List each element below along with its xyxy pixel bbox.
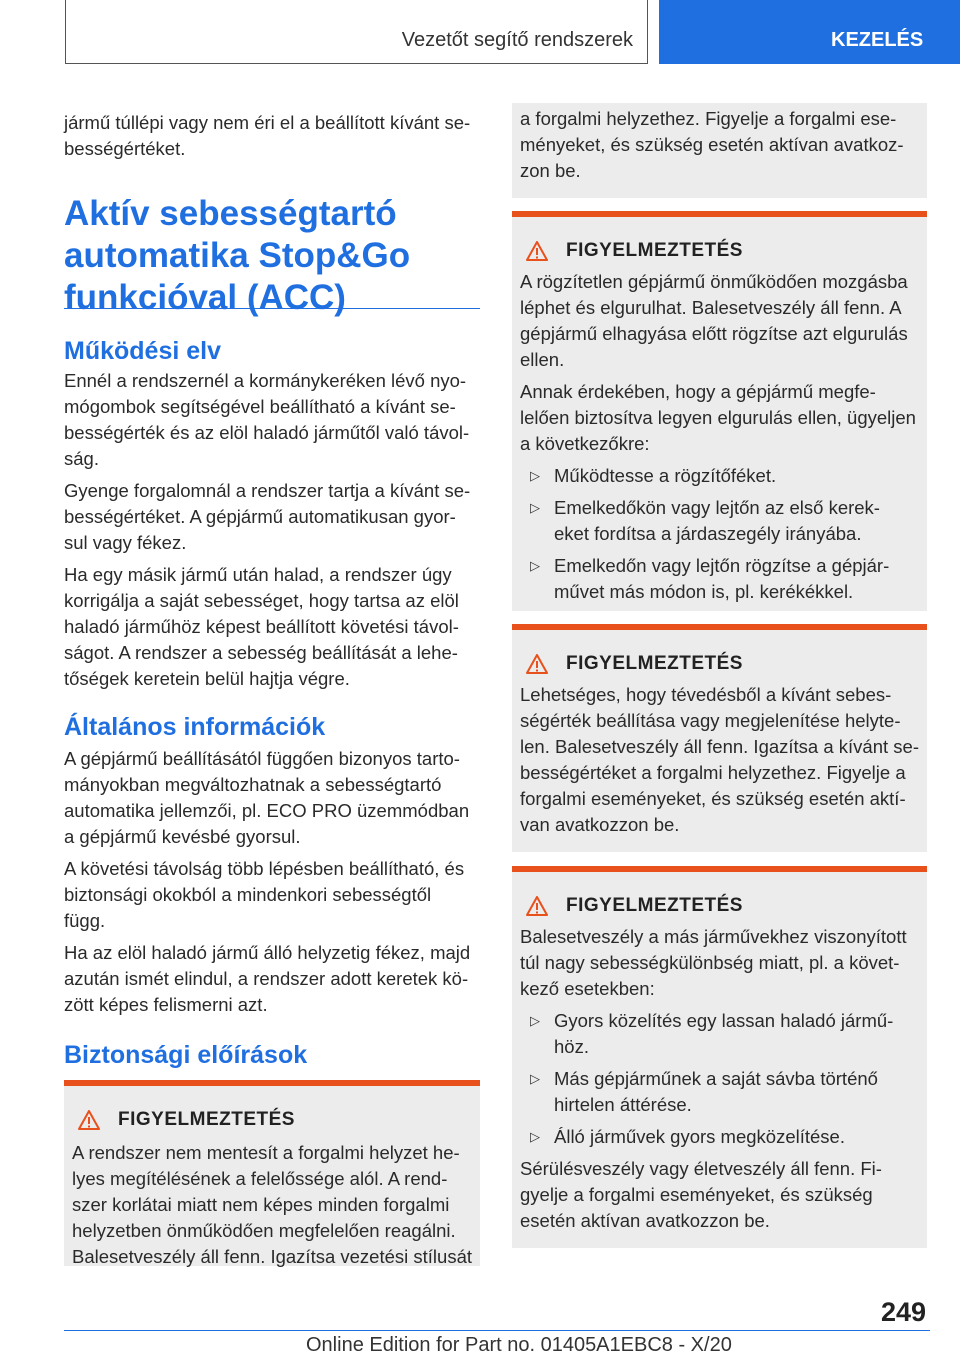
header-tab-label: KEZELÉS bbox=[831, 29, 924, 51]
section-working-principle bbox=[64, 336, 480, 692]
warning-box bbox=[512, 211, 927, 611]
paragraph: Gyenge forgalomnál a rendszer tartja a kívánt se- bességértéket. A gépjármű automatikusan gyor- sul vagy fékez. bbox=[64, 480, 471, 553]
warning-title: FIGYELMEZTETÉS bbox=[118, 1109, 295, 1130]
warning-box bbox=[64, 1080, 480, 1266]
warning-triangle-icon bbox=[78, 1110, 100, 1130]
header-tab[interactable] bbox=[659, 0, 960, 64]
warning-title-row bbox=[520, 237, 919, 265]
warning-box bbox=[512, 624, 927, 852]
warning-box-continuation bbox=[512, 103, 927, 198]
section-heading: Működési elv bbox=[64, 337, 221, 365]
footer-edition: Online Edition for Part no. 01405A1EBC8 - X/20 bbox=[306, 1334, 732, 1356]
warning-text: Balesetveszély a más járművekhez viszonyított túl nagy sebességkülönbség miatt, pl. a követ- kező esetekben: bbox=[520, 926, 907, 999]
section-general-info bbox=[64, 712, 480, 1018]
section-heading: Általános információk bbox=[64, 713, 326, 741]
warning-title: FIGYELMEZTETÉS bbox=[566, 895, 743, 916]
list-item-text: Más gépjárműnek a saját sávba történő hirtelen áttérése. bbox=[554, 1068, 878, 1115]
list-item-text: Emelkedőn vagy lejtőn rögzítse a gépjár- művet más módon is, pl. kerékékkel. bbox=[554, 555, 890, 602]
chapter-title-block bbox=[64, 193, 480, 319]
section-heading: Biztonsági előírások bbox=[64, 1041, 308, 1069]
warning-triangle-icon bbox=[526, 241, 548, 261]
warning-text: a forgalmi helyzethez. Figyelje a forgalmi ese- ményeket, és szükség esetén aktívan avatkoz- zon be. bbox=[520, 108, 904, 181]
bullet-triangle-icon: ▷ bbox=[530, 1013, 540, 1028]
warning-text: Lehetséges, hogy tévedésből a kívánt sebes- ségérték beállítása vagy megjelenítése helyte- len. Balesetveszély áll fenn. Igazítsa a kívánt se- bességértéket a forgalmi helyzethez. Figyelje a forgalmi eseményeket, és szükség esetén aktí- van avatkozzon be. bbox=[520, 684, 919, 835]
warning-text: Annak érdekében, hogy a gépjármű megfe- lelően biztosítva legyen elgurulás ellen, ügyeljen a következőkre: bbox=[520, 381, 916, 454]
warning-triangle-icon bbox=[526, 896, 548, 916]
list-item-text: Álló járművek gyors megközelítése. bbox=[554, 1126, 845, 1147]
list-item-text: Működtesse a rögzítőféket. bbox=[554, 465, 777, 486]
bullet-triangle-icon: ▷ bbox=[530, 558, 540, 573]
list-item bbox=[520, 553, 919, 605]
chapter-title-rule bbox=[64, 308, 480, 309]
page-number: 249 bbox=[880, 1297, 926, 1327]
bullet-triangle-icon: ▷ bbox=[530, 1129, 540, 1144]
paragraph: Ha az elöl haladó jármű álló helyzetig fékez, majd azután ismét elindul, a rendszer adott keretek kö- zött képes felismerni azt. bbox=[64, 942, 471, 1015]
warning-text: Sérülésveszély vagy életveszély áll fenn. Fi- gyelje a forgalmi eseményeket, és szükség esetén aktívan avatkozzon be. bbox=[520, 1158, 882, 1231]
chapter-title: Aktív sebességtartó automatika Stop&Go funkcióval (ACC) bbox=[64, 194, 411, 317]
header-section-title: Vezetőt segítő rendszerek bbox=[401, 29, 633, 51]
warning-text: A rendszer nem mentesít a forgalmi helyzet he- lyes megítélésének a felelőssége alól. A rend- szer korlátai miatt nem képes minden forgalmi helyzetben önműködően megfelelően reagálni. Balesetveszély áll fenn. Igazítsa vezetési stílusát bbox=[72, 1142, 473, 1267]
list-item bbox=[520, 495, 919, 547]
list-item-text: Gyors közelítés egy lassan haladó jármű- höz. bbox=[554, 1010, 894, 1057]
warning-title: FIGYELMEZTETÉS bbox=[566, 653, 743, 674]
warning-title: FIGYELMEZTETÉS bbox=[566, 240, 743, 261]
intro-text: jármű túllépi vagy nem éri el a beállított kívánt se- bességértéket. bbox=[64, 112, 471, 159]
paragraph: Ennél a rendszernél a kormánykeréken lévő nyo- mógombok segítségével beállítható a kívánt se- bességérték és az elöl haladó járműtől való távol- ság. bbox=[64, 370, 470, 469]
warning-text: A rögzítetlen gépjármű önműködően mozgásba léphet és elgurulhat. Balesetveszély áll fenn. A gépjármű elhagyása előtt rögzítse azt elgurulás ellen. bbox=[520, 271, 908, 370]
left-column bbox=[64, 110, 480, 162]
paragraph: A követési távolság több lépésben beállítható, és biztonsági okokból a mindenkori sebességtől függ. bbox=[64, 858, 465, 931]
paragraph: Ha egy másik jármű után halad, a rendszer úgy korrigálja a saját sebességet, hogy tartsa az elöl haladó járműhöz képest beállított követési távol- ságot. A rendszer a sebesség beállítását a lehe- tőségek keretein belül hajtja végre. bbox=[64, 564, 459, 689]
list-item bbox=[520, 463, 919, 489]
list-item bbox=[520, 1124, 919, 1150]
warning-title-row bbox=[72, 1106, 472, 1134]
warning-triangle-icon bbox=[526, 654, 548, 674]
warning-title-row bbox=[520, 892, 919, 920]
list-item bbox=[520, 1008, 919, 1060]
bullet-triangle-icon: ▷ bbox=[530, 1071, 540, 1086]
list-item bbox=[520, 1066, 919, 1118]
bullet-triangle-icon: ▷ bbox=[530, 468, 540, 483]
footer-rule bbox=[64, 1330, 930, 1331]
list-item-text: Emelkedőkön vagy lejtőn az első kerek- eket fordítsa a járdaszegély irányába. bbox=[554, 497, 880, 544]
bullet-triangle-icon: ▷ bbox=[530, 500, 540, 515]
paragraph: A gépjármű beállításától függően bizonyos tarto- mányokban megváltozhatnak a sebességtartó automatika jellemzői, pl. ECO PRO üzemmódban a gépjármű kevésbé gyorsul. bbox=[64, 748, 470, 847]
warning-title-row bbox=[520, 650, 919, 678]
header-section-box bbox=[65, 0, 648, 64]
warning-box bbox=[512, 866, 927, 1248]
section-safety bbox=[64, 1040, 480, 1070]
